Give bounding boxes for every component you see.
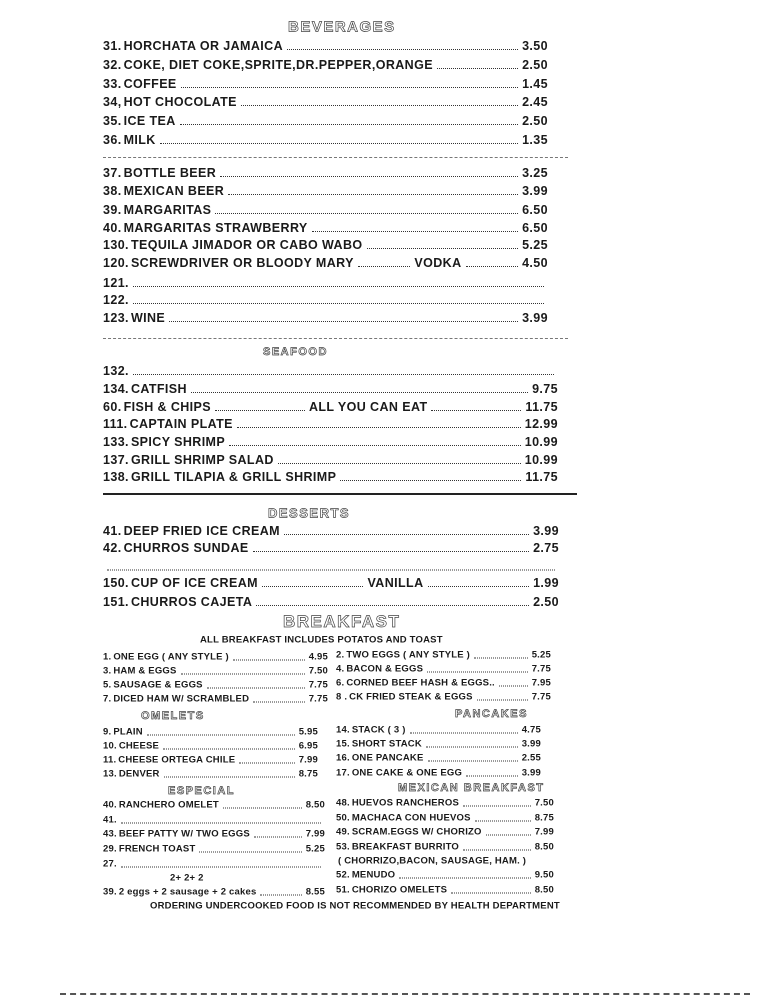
item-price: 2.75 bbox=[533, 541, 559, 555]
combo-label: 2+ 2+ 2 bbox=[170, 872, 204, 884]
item-number: 52. bbox=[336, 869, 350, 881]
menu-item bbox=[336, 678, 551, 689]
divider bbox=[103, 157, 568, 158]
dot-leader bbox=[133, 374, 554, 375]
item-price: 8.50 bbox=[534, 884, 554, 896]
item-number: 35. bbox=[103, 114, 122, 128]
menu-item bbox=[336, 692, 551, 703]
item-number: 29. bbox=[103, 843, 117, 855]
dot-leader bbox=[475, 821, 531, 822]
item-number: 17. bbox=[336, 767, 350, 779]
menu-item bbox=[336, 725, 541, 736]
item-number: 42. bbox=[103, 541, 122, 555]
item-price: 7.99 bbox=[298, 754, 318, 766]
item-price: 8.50 bbox=[305, 799, 325, 811]
menu-item bbox=[103, 435, 558, 449]
item-name: HOT CHOCOLATE bbox=[123, 95, 237, 109]
menu-item bbox=[103, 755, 318, 766]
item-name: CATFISH bbox=[130, 382, 187, 396]
dot-leader bbox=[477, 700, 528, 701]
item-name: CUP OF ICE CREAM bbox=[130, 576, 258, 590]
menu-item bbox=[103, 453, 558, 467]
item-name: BOTTLE BEER bbox=[123, 166, 217, 180]
divider bbox=[103, 493, 577, 495]
item-number: 16. bbox=[336, 752, 350, 764]
dot-leader bbox=[437, 68, 518, 69]
item-number: 120. bbox=[103, 256, 129, 270]
health-note: ORDERING UNDERCOOKED FOOD IS NOT RECOMMENDED BY HEALTH DEPARTMENT bbox=[150, 900, 560, 912]
item-price: 6.50 bbox=[522, 203, 548, 217]
item-name: CAPTAIN PLATE bbox=[129, 417, 233, 431]
dot-leader bbox=[463, 850, 531, 851]
item-number: 6. bbox=[336, 677, 345, 689]
dot-leader bbox=[215, 410, 305, 411]
dot-leader bbox=[164, 777, 295, 778]
dot-leader bbox=[358, 266, 411, 267]
dot-leader bbox=[427, 672, 528, 673]
menu-item bbox=[103, 576, 559, 590]
menu-item bbox=[103, 844, 325, 855]
pancakes-title: PANCAKES bbox=[455, 708, 528, 720]
dot-leader bbox=[428, 586, 530, 587]
dot-leader bbox=[367, 248, 519, 249]
item-name: COKE, DIET COKE,SPRITE,DR.PEPPER,ORANGE bbox=[123, 58, 433, 72]
dot-leader bbox=[160, 143, 518, 144]
desserts-title: DESSERTS bbox=[268, 505, 351, 521]
item-name: SHORT STACK bbox=[351, 738, 422, 750]
dot-leader bbox=[181, 674, 305, 675]
item-number: 53. bbox=[336, 841, 350, 853]
item-price: 3.99 bbox=[533, 524, 559, 538]
dot-leader bbox=[181, 87, 518, 88]
item-price: 2.50 bbox=[533, 595, 559, 609]
item-name: PLAIN bbox=[113, 726, 143, 738]
dot-leader bbox=[199, 852, 301, 853]
dot-leader bbox=[287, 49, 518, 50]
item-price: 11.75 bbox=[525, 470, 558, 484]
item-number: 48. bbox=[336, 797, 350, 809]
menu-item bbox=[103, 680, 328, 691]
item-name: ICE TEA bbox=[123, 114, 176, 128]
item-price: 9.50 bbox=[534, 869, 554, 881]
menu-item bbox=[103, 727, 318, 738]
item-number: 39. bbox=[103, 203, 122, 217]
menu-item bbox=[103, 276, 548, 290]
dot-leader bbox=[133, 303, 544, 304]
menu-item bbox=[103, 470, 558, 484]
item-name: CHEESE ORTEGA CHILE bbox=[118, 754, 236, 766]
item-number: 134. bbox=[103, 382, 129, 396]
item-price: 9.75 bbox=[532, 382, 558, 396]
item-price: 5.25 bbox=[522, 238, 548, 252]
item-name: BACON & EGGS bbox=[346, 663, 424, 675]
item-price: 10.99 bbox=[524, 435, 558, 449]
item-price: 1.99 bbox=[533, 576, 559, 590]
item-number: 51. bbox=[336, 884, 350, 896]
dot-leader bbox=[399, 878, 530, 879]
item-price: 6.50 bbox=[522, 221, 548, 235]
item-number: 1. bbox=[103, 651, 112, 663]
item-name: CHURROS SUNDAE bbox=[123, 541, 249, 555]
dot-leader bbox=[133, 286, 544, 287]
item-name: ONE EGG ( ANY STYLE ) bbox=[113, 651, 229, 663]
item-number: 37. bbox=[103, 166, 122, 180]
item-price: 1.45 bbox=[522, 77, 548, 91]
item-name: MACHACA CON HUEVOS bbox=[351, 812, 471, 824]
item-name: BEEF PATTY W/ TWO EGGS bbox=[118, 828, 250, 840]
item-price: 5.25 bbox=[531, 649, 551, 661]
menu-item bbox=[103, 595, 559, 609]
item-number: 31. bbox=[103, 39, 122, 53]
item-price: 8.55 bbox=[305, 886, 325, 898]
item-name: RANCHERO OMELET bbox=[118, 799, 219, 811]
dot-leader bbox=[207, 688, 305, 689]
item-name: MILK bbox=[123, 133, 156, 147]
item-name: GRILL SHRIMP SALAD bbox=[130, 453, 274, 467]
dot-leader bbox=[163, 749, 295, 750]
menu-item bbox=[103, 58, 548, 72]
divider bbox=[103, 338, 568, 339]
menu-item bbox=[103, 114, 548, 128]
item-name: HORCHATA OR JAMAICA bbox=[123, 39, 284, 53]
item-number: 4. bbox=[336, 663, 345, 675]
item-note: VANILLA bbox=[367, 576, 424, 590]
item-number: 111. bbox=[103, 417, 128, 431]
dot-leader bbox=[169, 321, 518, 322]
dot-leader bbox=[121, 867, 321, 868]
dot-leader bbox=[253, 702, 305, 703]
item-price: 7.75 bbox=[531, 691, 551, 703]
breakfast-note: ALL BREAKFAST INCLUDES POTATOS AND TOAST bbox=[200, 634, 443, 646]
item-price: 7.50 bbox=[534, 797, 554, 809]
dot-leader bbox=[312, 231, 518, 232]
item-number: 7. bbox=[103, 693, 112, 705]
mexican-breakfast-title: MEXICAN BREAKFAST bbox=[398, 782, 545, 794]
dot-leader bbox=[121, 823, 321, 824]
menu-item bbox=[103, 524, 559, 538]
menu-item bbox=[103, 564, 559, 571]
item-price: 10.99 bbox=[524, 453, 558, 467]
menu-item bbox=[336, 650, 551, 661]
item-name: MARGARITAS bbox=[123, 203, 212, 217]
item-name: STACK ( 3 ) bbox=[351, 724, 406, 736]
item-name: TEQUILA JIMADOR OR CABO WABO bbox=[130, 238, 363, 252]
item-price: 7.99 bbox=[534, 826, 554, 838]
item-name: WINE bbox=[130, 311, 166, 325]
item-name: ( CHORRIZO,BACON, SAUSAGE, HAM. ) bbox=[338, 855, 527, 867]
menu-item bbox=[336, 827, 554, 838]
menu-item bbox=[103, 382, 558, 396]
dot-leader bbox=[499, 686, 528, 687]
item-price: 3.25 bbox=[522, 166, 548, 180]
dot-leader bbox=[486, 835, 531, 836]
menu-item bbox=[103, 95, 548, 109]
item-name: HUEVOS RANCHEROS bbox=[351, 797, 459, 809]
item-number: 40. bbox=[103, 799, 117, 811]
item-price: 7.75 bbox=[531, 663, 551, 675]
dot-leader bbox=[147, 735, 295, 736]
item-number: 11. bbox=[103, 754, 117, 766]
item-name: ONE PANCAKE bbox=[351, 752, 424, 764]
item-price: 1.35 bbox=[522, 133, 548, 147]
item-number: 43. bbox=[103, 828, 117, 840]
menu-item bbox=[103, 77, 548, 91]
dot-leader bbox=[466, 266, 519, 267]
item-number: 14. bbox=[336, 724, 350, 736]
item-name: DENVER bbox=[118, 768, 160, 780]
seafood-title: SEAFOOD bbox=[263, 346, 328, 358]
item-number: 27. bbox=[103, 858, 117, 870]
item-name: CHORIZO OMELETS bbox=[351, 884, 448, 896]
item-price: 2.50 bbox=[522, 58, 548, 72]
menu-item bbox=[103, 400, 558, 414]
menu-item bbox=[336, 842, 554, 853]
item-number: 38. bbox=[103, 184, 122, 198]
item-price: 2.45 bbox=[522, 95, 548, 109]
dot-leader bbox=[228, 194, 518, 195]
dot-leader bbox=[340, 480, 521, 481]
item-number: 5. bbox=[103, 679, 112, 691]
dot-leader bbox=[241, 105, 518, 106]
menu-item bbox=[103, 39, 548, 53]
item-number: 137. bbox=[103, 453, 129, 467]
menu-item bbox=[103, 417, 558, 431]
menu-item bbox=[103, 311, 548, 325]
item-price: 2.55 bbox=[521, 752, 541, 764]
menu-item bbox=[103, 221, 548, 235]
item-number: 133. bbox=[103, 435, 129, 449]
dot-leader bbox=[426, 747, 518, 748]
dot-leader bbox=[262, 586, 364, 587]
item-name: DICED HAM W/ SCRAMBLED bbox=[113, 693, 250, 705]
item-price: 8.75 bbox=[534, 812, 554, 824]
item-number: 34, bbox=[103, 95, 122, 109]
dot-leader bbox=[233, 660, 305, 661]
item-note: ALL YOU CAN EAT bbox=[308, 400, 428, 414]
menu-item bbox=[103, 364, 558, 378]
menu-item bbox=[336, 798, 554, 809]
menu-item bbox=[336, 885, 554, 896]
item-price: 11.75 bbox=[525, 400, 559, 414]
menu-item bbox=[336, 768, 541, 779]
dot-leader bbox=[428, 761, 518, 762]
menu-item bbox=[103, 694, 328, 705]
item-price: 6.95 bbox=[298, 740, 318, 752]
item-name: FISH & CHIPS bbox=[123, 400, 212, 414]
item-number: 9. bbox=[103, 726, 112, 738]
dot-leader bbox=[410, 733, 518, 734]
item-name: HAM & EGGS bbox=[113, 665, 177, 677]
item-price: 3.99 bbox=[521, 767, 541, 779]
menu-item bbox=[103, 541, 559, 555]
item-number: 32. bbox=[103, 58, 122, 72]
dot-leader bbox=[254, 837, 302, 838]
dot-leader bbox=[229, 445, 521, 446]
item-note: VODKA bbox=[414, 256, 462, 270]
item-name: SCRAM.EGGS W/ CHORIZO bbox=[351, 826, 482, 838]
item-price: 2.50 bbox=[522, 114, 548, 128]
menu-item bbox=[103, 238, 548, 252]
menu-item bbox=[103, 256, 548, 270]
item-number: 50. bbox=[336, 812, 350, 824]
menu-item bbox=[336, 856, 554, 867]
dot-leader bbox=[191, 392, 528, 393]
item-number: 36. bbox=[103, 133, 122, 147]
dot-leader bbox=[253, 551, 529, 552]
item-price: 3.50 bbox=[522, 39, 548, 53]
menu-item bbox=[336, 753, 541, 764]
dot-leader bbox=[260, 895, 301, 896]
item-number: 3. bbox=[103, 665, 112, 677]
page-edge bbox=[60, 993, 750, 995]
menu-item bbox=[103, 184, 548, 198]
item-price: 12.99 bbox=[524, 417, 558, 431]
item-number: 8 . bbox=[336, 691, 348, 703]
item-price: 7.75 bbox=[308, 679, 328, 691]
item-name: MEXICAN BEER bbox=[123, 184, 225, 198]
item-number: 150. bbox=[103, 576, 129, 590]
item-number: 49. bbox=[336, 826, 350, 838]
item-price: 4.50 bbox=[522, 256, 549, 270]
item-number: 122. bbox=[103, 293, 129, 307]
item-name: SPICY SHRIMP bbox=[130, 435, 226, 449]
item-number: 2. bbox=[336, 649, 345, 661]
breakfast-title: BREAKFAST bbox=[283, 612, 401, 631]
item-name: SAUSAGE & EGGS bbox=[113, 679, 203, 691]
dot-leader bbox=[215, 213, 518, 214]
item-name: GRILL TILAPIA & GRILL SHRIMP bbox=[130, 470, 337, 484]
item-price: 7.99 bbox=[305, 828, 325, 840]
dot-leader bbox=[451, 893, 531, 894]
menu-item bbox=[103, 859, 325, 870]
dot-leader bbox=[107, 570, 555, 571]
item-price: 8.75 bbox=[298, 768, 318, 780]
item-name: CHEESE bbox=[118, 740, 160, 752]
item-number: 138. bbox=[103, 470, 129, 484]
item-number: 130. bbox=[103, 238, 129, 252]
item-price: 3.99 bbox=[521, 738, 541, 750]
item-number: 15. bbox=[336, 738, 350, 750]
dot-leader bbox=[278, 463, 521, 464]
item-name: TWO EGGS ( ANY STYLE ) bbox=[346, 649, 471, 661]
menu-item bbox=[103, 166, 548, 180]
menu-item bbox=[336, 664, 551, 675]
menu-item bbox=[103, 741, 318, 752]
item-number: 33. bbox=[103, 77, 122, 91]
item-price: 4.75 bbox=[521, 724, 541, 736]
beverages-title: BEVERAGES bbox=[288, 18, 396, 36]
dot-leader bbox=[431, 410, 521, 411]
dot-leader bbox=[239, 763, 294, 764]
menu-item bbox=[103, 133, 548, 147]
dot-leader bbox=[284, 534, 529, 535]
especial-title: ESPECIAL bbox=[168, 785, 236, 797]
dot-leader bbox=[474, 658, 528, 659]
dot-leader bbox=[466, 776, 518, 777]
dot-leader bbox=[256, 605, 529, 606]
item-price: 3.99 bbox=[522, 184, 548, 198]
item-number: 60. bbox=[103, 400, 122, 414]
item-name: BREAKFAST BURRITO bbox=[351, 841, 460, 853]
menu-item bbox=[103, 815, 325, 826]
menu-item bbox=[103, 293, 548, 307]
item-price: 4.95 bbox=[308, 651, 328, 663]
item-name: MARGARITAS STRAWBERRY bbox=[123, 221, 308, 235]
menu-item bbox=[103, 666, 328, 677]
item-number: 132. bbox=[103, 364, 129, 378]
menu-item bbox=[103, 203, 548, 217]
menu-item bbox=[103, 800, 325, 811]
dot-leader bbox=[220, 176, 518, 177]
item-number: 41. bbox=[103, 814, 117, 826]
item-name: CK FRIED STEAK & EGGS bbox=[349, 691, 473, 703]
item-price: 7.75 bbox=[308, 693, 328, 705]
omelets-title: OMELETS bbox=[141, 710, 205, 722]
menu-item bbox=[103, 887, 325, 898]
item-number: 41. bbox=[103, 524, 122, 538]
item-name: SCREWDRIVER OR BLOODY MARY bbox=[130, 256, 354, 270]
item-price: 8.50 bbox=[534, 841, 554, 853]
menu-item bbox=[103, 829, 325, 840]
item-name: ONE CAKE & ONE EGG bbox=[351, 767, 463, 779]
item-name: CORNED BEEF HASH & EGGS.. bbox=[346, 677, 495, 689]
menu-item bbox=[336, 739, 541, 750]
dot-leader bbox=[463, 806, 531, 807]
item-number: 40. bbox=[103, 221, 122, 235]
item-number: 123. bbox=[103, 311, 129, 325]
item-price: 7.50 bbox=[308, 665, 328, 677]
menu-item bbox=[336, 813, 554, 824]
item-name: 2 eggs + 2 sausage + 2 cakes bbox=[118, 886, 257, 898]
dot-leader bbox=[223, 808, 302, 809]
item-number: 39. bbox=[103, 886, 117, 898]
menu-item bbox=[103, 652, 328, 663]
menu-item bbox=[336, 870, 554, 881]
item-number: 121. bbox=[103, 276, 129, 290]
item-price: 3.99 bbox=[522, 311, 548, 325]
item-number: 13. bbox=[103, 768, 117, 780]
item-name: COFFEE bbox=[123, 77, 177, 91]
dot-leader bbox=[180, 124, 518, 125]
item-name: FRENCH TOAST bbox=[118, 843, 196, 855]
dot-leader bbox=[237, 427, 521, 428]
item-price: 5.25 bbox=[305, 843, 325, 855]
item-name: MENUDO bbox=[351, 869, 396, 881]
menu-item bbox=[103, 769, 318, 780]
item-price: 7.95 bbox=[531, 677, 551, 689]
item-number: 151. bbox=[103, 595, 129, 609]
item-price: 5.95 bbox=[298, 726, 318, 738]
item-name: DEEP FRIED ICE CREAM bbox=[123, 524, 280, 538]
item-number: 10. bbox=[103, 740, 117, 752]
item-name: CHURROS CAJETA bbox=[130, 595, 253, 609]
